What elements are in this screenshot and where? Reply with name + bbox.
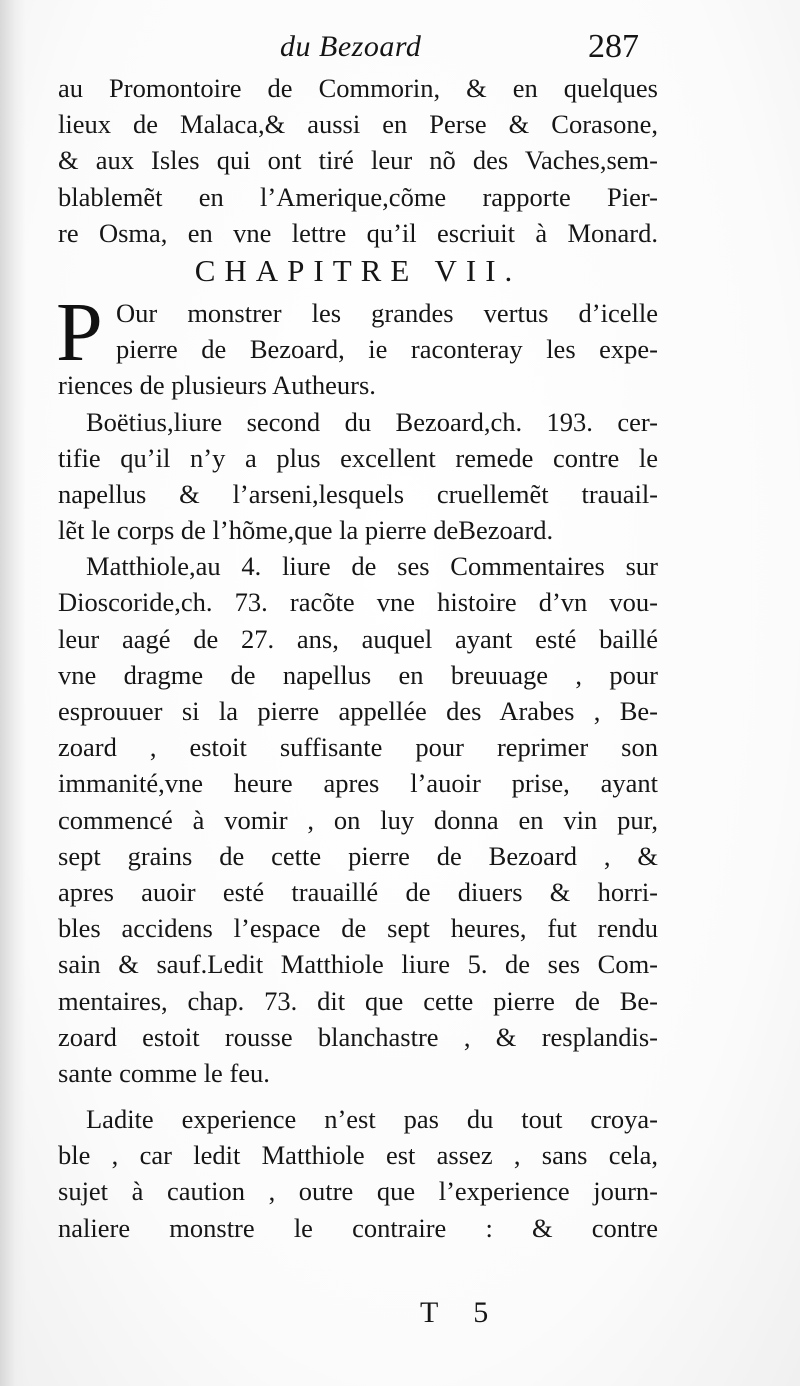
running-title: du Bezoard [280, 30, 422, 63]
text-line: blablemẽt en l’Amerique,cõme rapporte Pier- [58, 181, 658, 212]
text-line: Boëtius,liure second du Bezoard,ch. 193. cer- [86, 406, 658, 437]
text-line: sain & sauf.Ledit Matthiole liure 5. de ses Com- [58, 949, 658, 980]
text-line: esprouuer si la pierre appellée des Arabes , Be- [58, 696, 658, 726]
text-line: lieux de Malaca,& aussi en Perse & Corasone, [58, 109, 658, 140]
text-line: naliere monstre le contraire : & contre [58, 1212, 658, 1243]
text-line: Dioscoride,ch. 73. racõte vne histoire d’vn vou- [58, 587, 658, 618]
text-line: lẽt le corps de l’hõme,que la pierre deBezoard. [58, 515, 554, 546]
text-line: tifie qu’il n’y a plus excellent remede contre le [58, 442, 658, 473]
text-line: apres auoir esté trauaillé de diuers & horri- [58, 876, 658, 907]
text-line: bles accidens l’espace de sept heures, fut rendu [58, 913, 658, 944]
text-line: commencé à vomir , on luy donna en vin pur, [58, 804, 658, 835]
signature-mark: T 5 [420, 1296, 503, 1329]
chapter-opening [56, 285, 658, 404]
text-line: mentaires, chap. 73. dit que cette pierre de Be- [58, 985, 658, 1016]
text-line: riences de plusieurs Autheurs. [58, 370, 376, 401]
body-text [58, 70, 658, 1246]
text-line: sept grains de cette pierre de Bezoard , & [58, 840, 658, 871]
text-line: zoard estoit rousse blanchastre , & resplandis- [58, 1021, 658, 1052]
text-line: sujet à caution , outre que l’experience journ- [58, 1176, 658, 1207]
page-gutter-shadow [0, 0, 26, 1386]
text-line: Matthiole,au 4. liure de ses Commentaires sur [86, 551, 658, 582]
page-number: 287 [588, 28, 639, 65]
text-line: leur aagé de 27. ans, auquel ayant esté baillé [58, 623, 658, 654]
text-line: immanité,vne heure apres l’auoir prise, ayant [58, 768, 658, 799]
text-line: pierre de Bezoard, ie raconteray les expe- [116, 334, 658, 365]
text-line: au Promontoire de Commorin, & en quelques [58, 73, 658, 103]
text-line: re Osma, en vne lettre qu’il escriuit à Monard. [58, 217, 658, 248]
chapter-word: CHAPITRE [194, 252, 419, 288]
text-line: ble , car ledit Matthiole est assez , sans cela, [58, 1140, 658, 1171]
drop-capital: P [56, 285, 103, 379]
text-line: vne dragme de napellus en breuuage , pour [58, 659, 658, 690]
page-header [0, 28, 800, 72]
text-line: zoard , estoit suffisante pour reprimer son [58, 732, 658, 763]
chapter-heading [58, 253, 658, 295]
text-line: Our monstrer les grandes vertus d’icelle [116, 297, 658, 328]
text-line: Ladite experience n’est pas du tout croya- [86, 1104, 658, 1135]
text-line: napellus & l’arseni,lesquels cruellemẽt trauail- [58, 478, 658, 509]
paragraph-gap [58, 1091, 658, 1101]
chapter-number: VII. [434, 252, 522, 288]
text-line: & aux Isles qui ont tiré leur nõ des Vaches,sem- [58, 145, 658, 176]
text-line: sante comme le feu. [58, 1057, 270, 1088]
